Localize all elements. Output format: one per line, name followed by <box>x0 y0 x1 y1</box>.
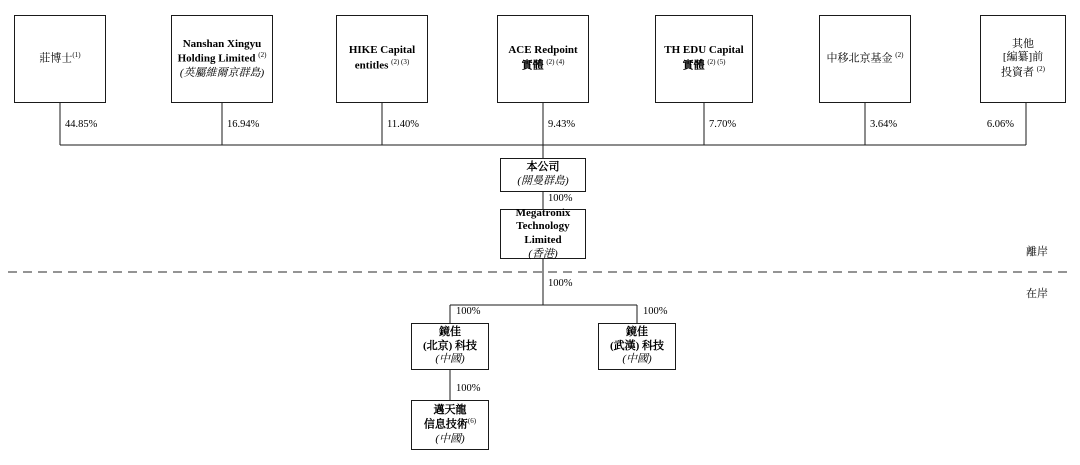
shareholder-label: 中移北京基金 $^{(2)}$ <box>826 51 904 65</box>
hk-entity-name-line2: Technology <box>516 220 570 233</box>
shareholder-label-line1: ACE Redpoint <box>508 44 578 57</box>
shareholder-label-line3: 投資者 $^{(2)}$ <box>1001 65 1045 79</box>
hk-entity-box[interactable] <box>500 206 586 260</box>
percent-sh5: 7.70% <box>709 119 737 130</box>
shareholder-label-line2: [編纂]前 <box>1002 51 1044 64</box>
hk-entity-name-line3: Limited <box>524 234 562 246</box>
footnote-marker: (2) <box>1036 65 1045 74</box>
percent-sh7: 6.06% <box>986 119 1014 130</box>
shareholder-label-line2: 實體 $^{(2) (4)}$ <box>521 58 565 72</box>
percent-company-to-hk: 100% <box>548 193 573 204</box>
footnote-marker: (2) (3) <box>391 58 410 67</box>
percent-beijing: 100% <box>456 306 481 317</box>
subsidiary-box-mtl[interactable] <box>411 400 489 450</box>
percent-sh2: 16.94% <box>227 119 260 130</box>
shareholder-box-sh5[interactable] <box>655 15 753 103</box>
shareholder-box-sh4[interactable] <box>497 15 589 103</box>
shareholder-label-line2: 實體 $^{(2) (5)}$ <box>682 58 726 72</box>
percent-wuhan: 100% <box>643 306 668 317</box>
percent-sh6: 3.64% <box>870 119 898 130</box>
hk-entity-jurisdiction: (香港) <box>528 247 558 260</box>
company-jurisdiction: (開曼群島) <box>517 175 569 187</box>
footnote-marker: (2) <box>258 51 267 60</box>
percent-sh4: 9.43% <box>548 119 576 130</box>
subsidiary-name-line1: 鏡佳 <box>439 325 461 338</box>
shareholder-box-sh1[interactable] <box>14 15 106 103</box>
shareholder-label-line1: HIKE Capital <box>348 44 416 57</box>
subsidiary-name-line2: (北京) 科技 <box>422 339 478 352</box>
percent-sh1: 44.85% <box>65 119 98 130</box>
footnote-marker: (6) <box>467 417 477 426</box>
shareholder-label-line2: entitles $^{(2) (3)}$ <box>354 58 410 72</box>
percent-sh3: 11.40% <box>387 119 419 130</box>
subsidiary-name-line1: 鏡佳 <box>626 325 648 338</box>
subsidiary-name-line2: (武漢) 科技 <box>609 339 665 352</box>
subsidiary-jurisdiction: (中國) <box>622 353 652 366</box>
footnote-marker: (2) <box>895 51 904 60</box>
footnote-marker: (2) (5) <box>707 58 726 67</box>
grandchild-name-line1: 邁天龍 <box>433 403 467 416</box>
subsidiary-box-wuhan[interactable] <box>598 323 676 370</box>
footnote-marker: (2) (4) <box>546 58 565 67</box>
onshore-label: 在岸 <box>1026 288 1048 300</box>
shareholder-label-line1: TH EDU Capital <box>664 44 744 57</box>
shareholder-label-line2: Holding Limited $^{(2)}$ <box>177 51 267 65</box>
shareholder-box-sh2[interactable] <box>171 15 273 103</box>
hk-entity-name-line1: Megatronix <box>515 206 571 219</box>
subsidiary-box-beijing[interactable] <box>411 323 489 370</box>
shareholder-label-line1: 其他 <box>1012 37 1034 50</box>
shareholder-label: 莊博士$^{(1)}$ <box>39 51 81 65</box>
percent-hk-to-subsidiaries: 100% <box>548 278 573 289</box>
shareholder-box-sh7[interactable] <box>980 15 1066 103</box>
subsidiary-jurisdiction: (中國) <box>435 353 465 366</box>
shareholder-jurisdiction: (英屬維爾京群島) <box>179 66 265 79</box>
percent-mtl: 100% <box>456 383 481 394</box>
offshore-label: 離岸 <box>1026 246 1048 258</box>
grandchild-jurisdiction: (中國) <box>435 432 465 445</box>
grandchild-name-line2: 信息技術$^{(6)}$ <box>423 417 477 431</box>
company-name: 本公司 <box>526 161 560 174</box>
shareholder-box-sh6[interactable] <box>819 15 911 103</box>
footnote-marker: (1) <box>72 51 81 60</box>
shareholder-label-line1: Nanshan Xingyu <box>182 37 262 50</box>
company-box[interactable] <box>500 158 586 192</box>
shareholder-box-sh3[interactable] <box>336 15 428 103</box>
